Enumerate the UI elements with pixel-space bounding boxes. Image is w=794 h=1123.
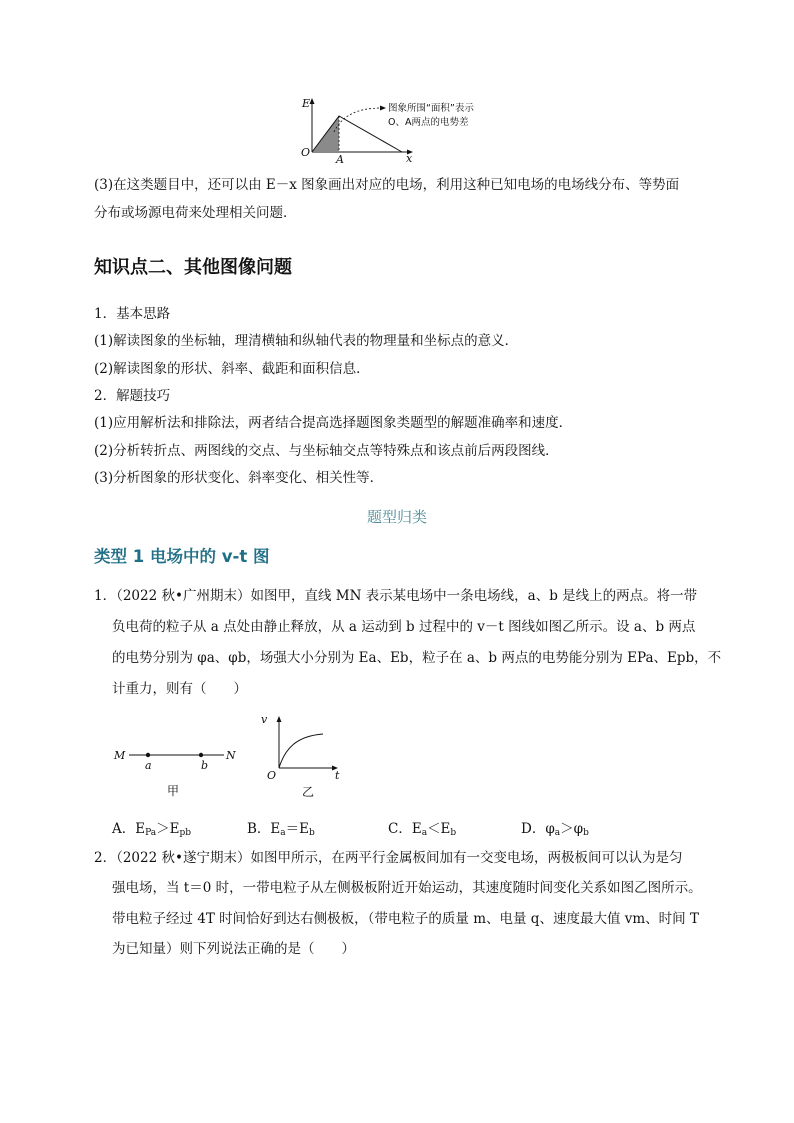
fig-yi-caption: 乙 [302, 785, 315, 799]
section2-title: 知识点二、其他图像问题 [94, 257, 292, 278]
y-axis-arrow [310, 98, 315, 104]
a-label: a [145, 759, 152, 772]
option-d-sub1: a [554, 828, 561, 838]
fig1-origin-label: O [301, 146, 311, 159]
q2-line1: 2．（2022 秋•遂宁期末）如图甲所示，在两平行金属板间加有一交变电场，两极板间可以认为是匀 [94, 850, 683, 866]
option-d-text: D．φ [521, 821, 555, 837]
option-a-text: A．E [112, 821, 146, 837]
option-b-sub2: b [309, 828, 315, 838]
option-c[interactable] [388, 817, 456, 838]
option-a-sub1: Pa [145, 828, 157, 838]
e-x-figure [290, 96, 510, 166]
option-d-mid: ＞φ [560, 821, 584, 837]
fig1-x-label: x [406, 152, 413, 165]
section2-item-2: (2)解读图象的形状、斜率、截距和面积信息． [94, 361, 370, 377]
option-a-sub2: pb [179, 828, 192, 838]
q1-line2: 负电荷的粒子从 a 点处由静止释放，从 a 运动到 b 过程中的 v－t 图线如图乙所示。设 a、b 两点 [112, 619, 696, 635]
q1-line3: 的电势分别为 φa、φb，场强大小分别为 Ea、Eb，粒子在 a、b 两点的电势能分别为 EPa、Epb，不 [112, 650, 722, 666]
fig1-a-label: A [336, 153, 344, 166]
vt-curve [279, 734, 323, 768]
q2-line2: 强电场，当 t＝0 时，一带电粒子从左侧极板附近开始运动，其速度随时间变化关系如图乙图所示。 [112, 880, 702, 896]
option-b[interactable] [247, 817, 315, 838]
n-label: N [226, 749, 236, 762]
option-c-sub1: a [421, 828, 428, 838]
option-b-text: B．E [247, 821, 281, 837]
point-b [199, 753, 203, 757]
option-c-sub2: b [450, 828, 457, 838]
section2-item-1: (1)解读图象的坐标轴，理清横轴和纵轴代表的物理量和坐标点的意义． [94, 333, 519, 349]
q1-line1: 1．（2022 秋•广州期末）如图甲，直线 MN 表示某电场中一条电场线，a、b 是线上的两点。将一带 [94, 588, 698, 604]
option-d[interactable] [521, 817, 589, 838]
section2-item-6: (3)分析图象的形状变化、斜率变化、相关性等． [94, 470, 384, 486]
para3-line2: 分布或场源电荷来处理相关问题． [94, 205, 297, 221]
section2-item-0: 1．基本思路 [94, 306, 171, 322]
option-a-mid: ＞E [156, 821, 180, 837]
option-b-sub1: a [280, 828, 286, 838]
vt-figure [255, 712, 355, 800]
point-a [146, 753, 150, 757]
v-label: v [261, 713, 268, 726]
v-axis-arrow [277, 716, 282, 722]
para3-line1: (3)在这类题目中，还可以由 E－x 图象画出对应的电场，利用这种已知电场的电场线分布、等势面 [94, 177, 680, 193]
option-b-mid: ＝E [285, 821, 310, 837]
section2-item-4: (1)应用解析法和排除法，两者结合提高选择题图象类题型的解题准确率和速度． [94, 415, 573, 431]
option-c-mid: ＜E [427, 821, 451, 837]
section2-item-3: 2．解题技巧 [94, 388, 171, 404]
o-label: O [267, 769, 277, 782]
q1-line4: 计重力，则有（ ） [112, 681, 247, 697]
m-label: M [114, 749, 126, 762]
pointer-arrow [334, 108, 382, 132]
b-label: b [201, 759, 209, 772]
pointer-arrowhead [380, 106, 386, 111]
t-label: t [335, 769, 340, 782]
fig1-note-line2: O、A两点的电势差 [388, 117, 469, 128]
fig-jia-caption: 甲 [167, 784, 180, 798]
option-a[interactable] [112, 817, 191, 838]
mn-figure [110, 738, 245, 798]
section2-item-5: (2)分析转折点、两图线的交点、与坐标轴交点等特殊点和该点前后两段图线． [94, 443, 559, 459]
option-d-sub2: b [583, 828, 589, 838]
q2-line4: 为已知量）则下列说法正确的是（ ） [112, 941, 355, 957]
option-c-text: C．E [388, 821, 422, 837]
fig1-note-line1: 图象所围“面积”表示 [388, 103, 474, 114]
q2-line3: 带电粒子经过 4T 时间恰好到达右侧极板，（带电粒子的质量 m、电量 q、速度最大值 vm、时间 T [112, 911, 699, 927]
type1-title: 类型 1 电场中的 v-t 图 [94, 547, 270, 566]
question-types-title: 题型归类 [366, 508, 427, 526]
fig1-y-label: E [302, 97, 311, 110]
